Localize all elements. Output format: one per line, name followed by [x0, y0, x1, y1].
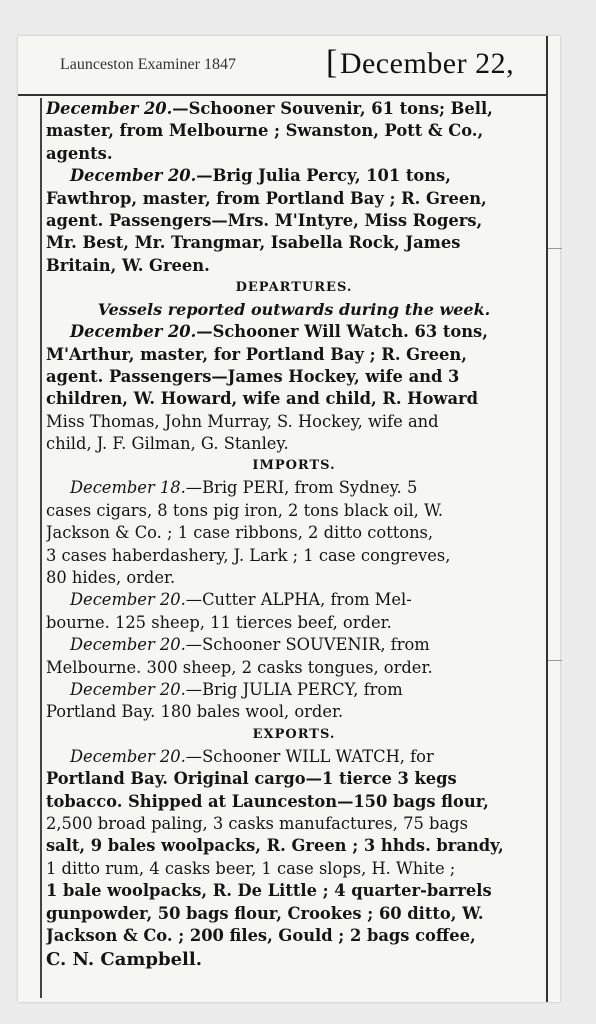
text-line: children, W. Howard, wife and child, R. Howard	[46, 389, 478, 409]
newspaper-clipping	[18, 36, 560, 1002]
text-line: agent. Passengers—Mrs. M'Intyre, Miss Rogers,	[46, 210, 483, 230]
masthead	[18, 36, 546, 96]
publication-name: Launceston Examiner 1847	[60, 56, 236, 73]
entry-date: December 20.	[70, 635, 186, 655]
text-line: Jackson & Co. ; 200 files, Gould ; 2 bags coffee,	[46, 925, 476, 945]
text-line: child, J. F. Gilman, G. Stanley.	[46, 434, 289, 454]
text-line: 80 hides, order.	[46, 568, 176, 588]
column-rule-right	[546, 36, 548, 1002]
section-heading: DEPARTURES.	[235, 280, 353, 296]
shipping-column	[46, 98, 542, 973]
text-line: agent. Passengers—James Hockey, wife and 3	[46, 366, 460, 386]
text-line: 1 ditto rum, 4 casks beer, 1 case slops, H. White ;	[46, 858, 456, 878]
text-line: gunpowder, 50 bags flour, Crookes ; 60 ditto, W.	[46, 903, 484, 923]
text-line: December 20.—Schooner Will Watch. 63 tons,	[70, 322, 488, 342]
text-line: salt, 9 bales woolpacks, R. Green ; 3 hhds. brandy,	[46, 836, 504, 856]
text-line: Fawthrop, master, from Portland Bay ; R. Green,	[46, 188, 487, 208]
text-line: cases cigars, 8 tons pig iron, 2 tons black oil, W.	[46, 500, 444, 520]
text-line: tobacco. Shipped at Launceston—150 bags flour,	[46, 791, 489, 811]
text-line: Miss Thomas, John Murray, S. Hockey, wife and	[46, 411, 439, 431]
text-line: December 20.—Schooner WILL WATCH, for	[70, 746, 434, 766]
text-line: Portland Bay. Original cargo—1 tierce 3 kegs	[46, 769, 457, 789]
text-line: 3 cases haberdashery, J. Lark ; 1 case congreves,	[46, 545, 451, 565]
entry-date: December 20.	[70, 679, 186, 699]
text-line: bourne. 125 sheep, 11 tierces beef, order.	[46, 612, 392, 632]
margin-mark	[548, 660, 562, 661]
section-heading: EXPORTS.	[252, 726, 336, 742]
section-heading: IMPORTS.	[252, 458, 336, 474]
text-line: December 20.—Brig JULIA PERCY, from	[70, 679, 403, 699]
text-line: Britain, W. Green.	[46, 255, 210, 275]
text-line: December 18.—Brig PERI, from Sydney. 5	[70, 478, 418, 498]
text-line: 1 bale woolpacks, R. De Little ; 4 quarter-barrels	[46, 881, 492, 901]
entry-date: December 20.	[70, 322, 197, 342]
section-subheading: Vessels reported outwards during the week.	[97, 300, 491, 320]
text-line: Melbourne. 300 sheep, 2 casks tongues, order.	[46, 657, 433, 677]
text-line: agents.	[46, 143, 113, 163]
text-line: December 20.—Cutter ALPHA, from Mel-	[70, 590, 412, 610]
entry-date: December 20.	[70, 166, 197, 186]
text-line: Jackson & Co. ; 1 case ribbons, 2 ditto cottons,	[46, 523, 434, 543]
issue-date	[326, 44, 514, 82]
text-line: December 20.—Schooner Souvenir, 61 tons; Bell,	[46, 99, 493, 118]
text-line: 2,500 broad paling, 3 casks manufactures, 75 bags	[46, 813, 468, 833]
text-line: C. N. Campbell.	[46, 949, 202, 971]
issue-date-text: December 22,	[339, 47, 515, 80]
text-line: master, from Melbourne ; Swanston, Pott & Co.,	[46, 121, 484, 141]
text-line: Portland Bay. 180 bales wool, order.	[46, 702, 344, 722]
text-line: December 20.—Schooner SOUVENIR, from	[70, 635, 430, 655]
text-line: M'Arthur, master, for Portland Bay ; R. Green,	[46, 344, 467, 364]
margin-mark	[548, 248, 562, 249]
column-rule-left	[40, 98, 42, 998]
entry-date: December 20.	[70, 746, 186, 766]
text-line: December 20.—Brig Julia Percy, 101 tons,	[70, 166, 451, 186]
entry-date: December 20.	[70, 590, 186, 610]
entry-date: December 20.	[46, 99, 173, 118]
date-bracket: [	[326, 44, 338, 81]
entry-date: December 18.	[70, 478, 186, 498]
text-line: Mr. Best, Mr. Trangmar, Isabella Rock, James	[46, 233, 461, 253]
